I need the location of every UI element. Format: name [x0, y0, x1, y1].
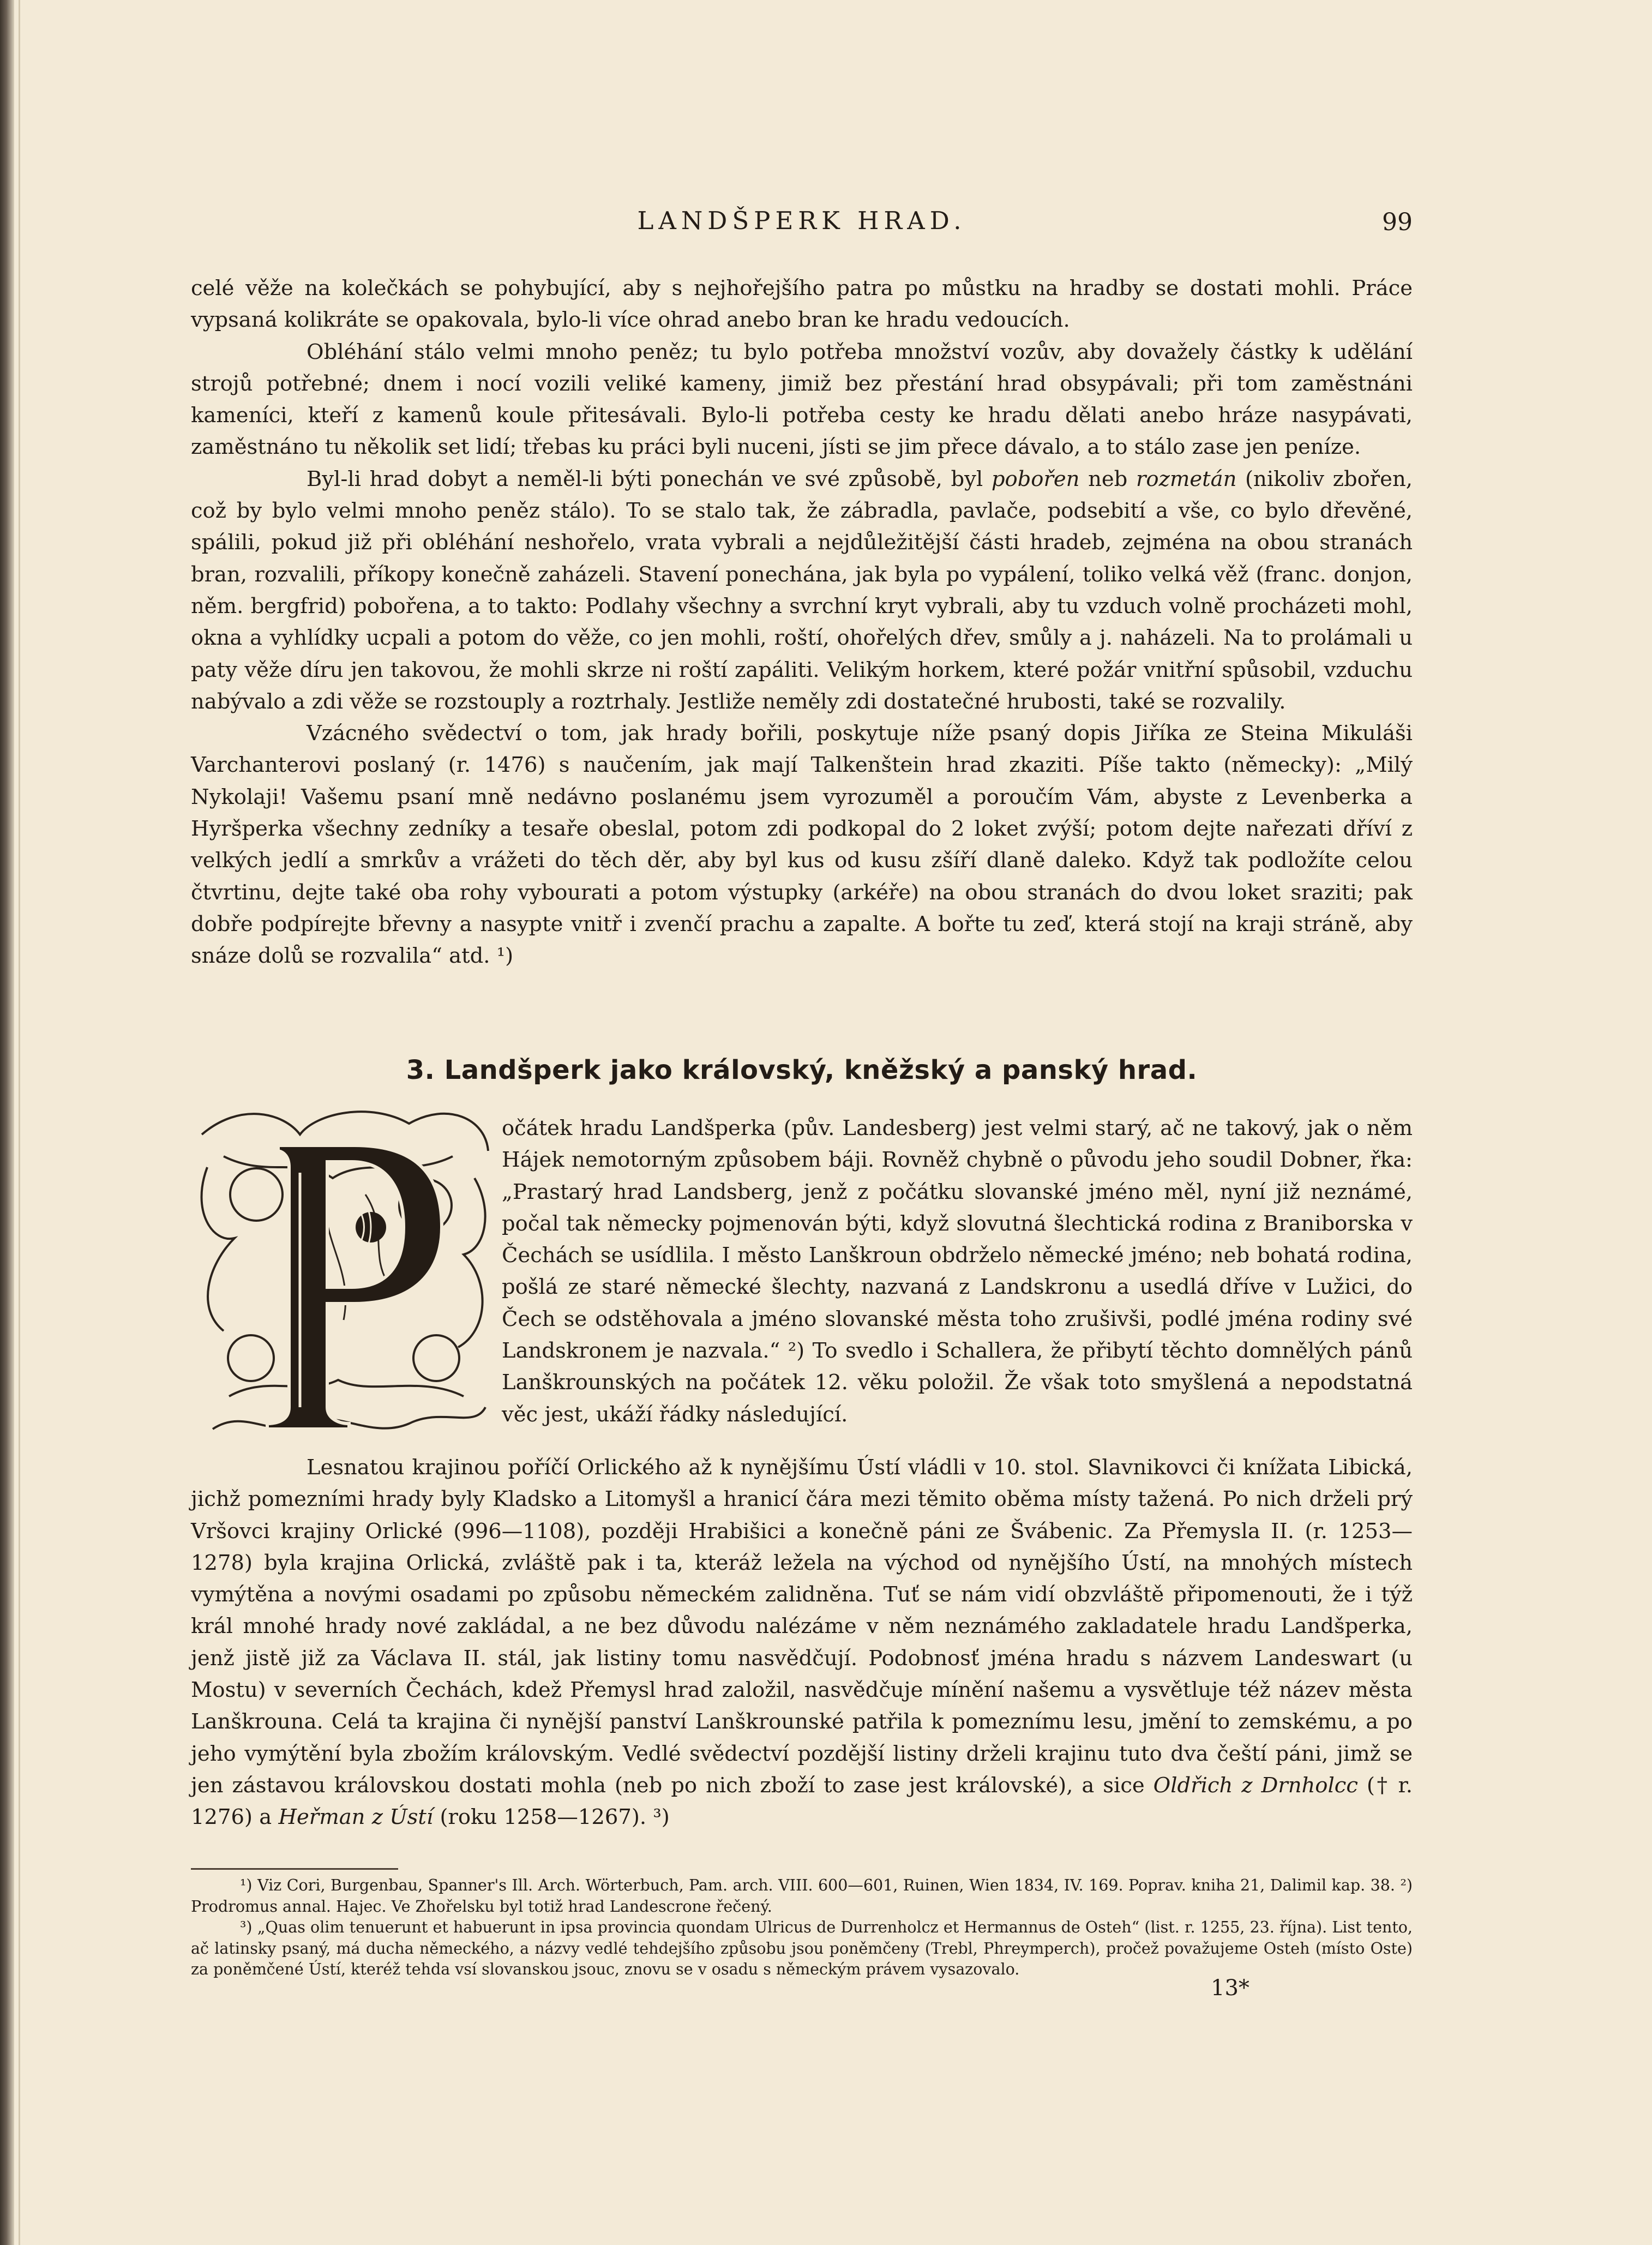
emphasis: Oldřich z Drnholcc [1153, 1773, 1358, 1798]
footnotes [191, 1875, 1413, 1980]
signature-mark: 13* [1211, 1976, 1249, 2001]
running-head [191, 206, 1413, 244]
section-heading: 3. Landšperk jako královský, kněžský a panský hrad. [406, 1055, 1198, 1085]
page-number: 99 [1382, 208, 1413, 236]
emphasis: Heřman z Ústí [278, 1805, 434, 1830]
ornamental-initial [191, 1102, 496, 1451]
book-binding-edge [0, 0, 14, 2245]
section-2-opening-text [502, 1113, 1413, 1431]
paragraph: očátek hradu Landšperka (pův. Landesberg) jest velmi starý, ač ne takový, jak o něm Hájek nemotorným způsobem báji. Rovněž chybně o původu jeho soudil Dobner, řka: „Prastarý hrad Landsberg, jenž z počátku slovanské jméno měl, nyní již neznámé, počal tak německy pojmenován býti, když slovutná šlechtická rodina z Braniborska v Čechách se usídlila. I město Lanškroun obdrželo německé jméno; neb bohatá rodina, pošlá ze staré německé šlechty, nazvaná z Landskronu a usedlá dříve v Lužici, do Čech se odstěhovala a jméno slovanské města toho zrušivši, podlé jména rodiny své Landskronem je nazvala.“ ²) To svedlo i Schallera, že přibytí těchto domnělých pánů Lanškrounských na počátek 12. věku položil. Že však toto smyšlená a nepodstatná věc jest, ukáží řádky následující. [502, 1116, 1413, 1427]
paragraph: Lesnatou krajinou poříčí Orlického až k nynějšímu Ústí vládli v 10. stol. Slavnikovci či knížata Libická, jichž pomezními hrady byly Kladsko a Litomyšl a hranicí čára mezi těmito oběma místy tažená. Po nich drželi prý Vršovci krajiny Orlické (996—1108), později Hrabišici a konečně páni ze Švábenic. Za Přemysla II. (r. 1253—1278) byla krajina Orlická, zvláště pak i ta, kteráž ležela na východ od nynějšího Ústí, na mnohých místech vymýtěna a novými osadami po způsobu německém zalidněna. Tuť se nám vidí obzvláště připomenouti, že i týž král mnohé hrady nové zakládal, a ne bez důvodu nalézáme v něm neznámého zakladatele hradu Landšperka, jenž jistě již za Václava II. stál, jak listiny tomu nasvědčují. Podobnosť jména hradu s názvem Landeswart (u Mostu) v severních Čechách, kdež Přemysl hrad založil, nasvědčuje mínění našemu a vysvětluje též název města Lanškrouna. Celá ta krajina či nynější panství Lanškrounské patřila k pomeznímu lesu, jmění to zemskému, a po jeho vymýtění byla zbožím královským. Vedlé svědectví pozdější listiny drželi krajinu tuto dva čeští páni, jimž se jen zástavou královskou dostati mohla (neb po nich zboží to zase jest královské), a sice Oldřich z Drnholcc († r. 1276) a Heřman z Ústí (roku 1258—1267). ³) [191, 1455, 1413, 1830]
running-head-title: LANDŠPERK HRAD. [637, 206, 966, 235]
paragraph: Obléhání stálo velmi mnoho peněz; tu bylo potřeba množství vozův, aby dovažely částky k udělání strojů potřebné; dnem i nocí vozili veliké kameny, jimiž bez přestání hrad obsypávali; při tom zaměstnáni kameníci, kteří z kamenů koule přitesávali. Bylo-li potřeba cesty ke hradu dělati anebo hráze nasypávati, zaměstnáno tu několik set lidí; třebas ku práci byli nuceni, jísti se jim přece dávalo, a to stálo zase jen peníze. [191, 339, 1413, 460]
emphasis: rozmetán [1136, 466, 1237, 491]
emphasis: pobořen [991, 466, 1080, 491]
footnote-rule [191, 1868, 398, 1870]
footnote: ¹) Viz Cori, Burgenbau, Spanner's Ill. Arch. Wörterbuch, Pam. arch. VIII. 600—601, Ruinen, Wien 1834, IV. 169. Poprav. kniha 21, Dalimil kap. 38. ²) Prodromus annal. Hajec. Ve Zhořelsku byl totiž hrad Landescrone řečený. [191, 1876, 1413, 1916]
paragraph: Vzácného svědectví o tom, jak hrady bořili, poskytuje níže psaný dopis Jiříka ze Steina Mikuláši Varchanterovi poslaný (r. 1476) s naučením, jak mají Talkenštein hrad zkaziti. Píše takto (německy): „Milý Nykolaji! Vašemu psaní mně nedávno poslanému jsem vyrozuměl a poroučím Vám, abyste z Levenberka a Hyršperka všechny zedníky a tesaře obeslal, potom zdi podkopal do 2 loket zvýší; potom dejte nařezati dříví z velkých jedlí a smrkův a vrážeti do těch děr, aby byl kus od kusu zšíří dlaně daleko. Když tak podložíte celou čtvrtinu, dejte také oba rohy vybourati a potom výstupky (arkéře) na obou stranách do dvou loket sraziti; pak dobře podpírejte břevny a nasypte vnitř i zvenčí prachu a zapalte. A bořte tu zeď, která stojí na kraji stráně, aby snáze dolů se rozvalila“ atd. ¹) [191, 721, 1413, 969]
paragraph: Byl-li hrad dobyt a neměl-li býti ponechán ve své způsobě, byl pobořen neb rozmetán (nikoliv zbořen, což by bylo velmi mnoho peněz stálo). To se stalo tak, že zábradla, pavlače, podsebití a vše, co bylo dřevěné, spálili, pokud již při obléhání neshořelo, vrata vybrali a nejdůležitější části hradeb, zejména na obou stranách bran, rozvalili, příkopy konečně zaházeli. Stavení ponechána, jak byla po vypálení, toliko velká věž (franc. donjon, něm. bergfrid) pobořena, a to takto: Podlahy všechny a svrchní kryt vybrali, aby tu vzduch volně procházeti mohl, okna a vyhlídky ucpali a potom do věže, co jen mohli, roští, ohořelých dřev, smůly a j. naházeli. Na to prolámali u paty věže díru jen takovou, že mohli skrze ni roští zapáliti. Velikým horkem, které požár vnitřní spůsobil, vzduchu nabývalo a zdi věže se rozstouply a roztrhaly. Jestliže neměly zdi dostatečné hrubosti, také se rozvalily. [191, 466, 1413, 714]
section-1-text [191, 273, 1413, 973]
section-2-text [191, 1452, 1413, 1834]
ornamental-initial-graphic [191, 1102, 496, 1451]
footnote: ³) „Quas olim tenuerunt et habuerunt in ipsa provincia quondam Ulricus de Durrenholcz et Hermannus de Osteh“ (list. r. 1255, 23. října). List tento, ač latinsky psaný, má ducha německého, a názvy vedlé tehdejšího způsobu jsou poněmčeny (Trebl, Phreymperch), pročež považujeme Osteh (místo Oste) za poněmčené Ústí, kteréž tehda vsí slovanskou jsouc, znovu se v osadu s německým právem vysazovalo. [191, 1918, 1413, 1978]
paragraph: celé věže na kolečkách se pohybující, aby s nejhořejšího patra po můstku na hradby se dostati mohli. Práce vypsaná kolikráte se opakovala, bylo-li více ohrad anebo bran ke hradu vedoucích. [191, 276, 1413, 333]
gutter-line [19, 0, 20, 2245]
